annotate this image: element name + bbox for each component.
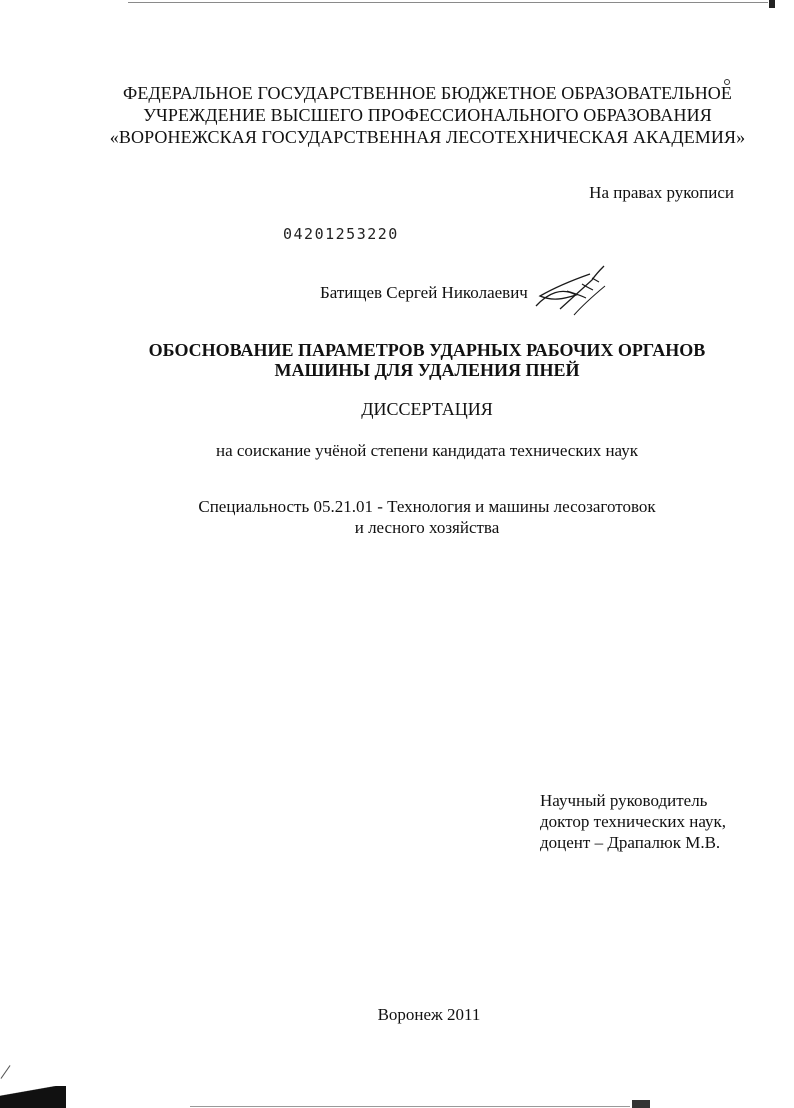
scan-corner-mark xyxy=(769,0,775,8)
scan-bottom-border xyxy=(190,1106,630,1107)
scan-bottom-mark xyxy=(632,1100,650,1108)
specialty-line-2: и лесного хозяйства xyxy=(354,518,500,537)
institution-header-line-1: ФЕДЕРАЛЬНОЕ ГОСУДАРСТВЕННОЕ БЮДЖЕТНОЕ ОБРАЗОВАТЕЛЬНОЕ xyxy=(123,83,732,103)
dissertation-title-line-1: ОБОСНОВАНИЕ ПАРАМЕТРОВ УДАРНЫХ РАБОЧИХ ОРГАНОВ xyxy=(148,340,706,360)
specialty-line-1: Специальность 05.21.01 - Технология и машины лесозаготовок xyxy=(198,497,656,516)
supervisor-line-3: доцент – Драпалюк М.В. xyxy=(540,833,721,852)
dissertation-title-line-2: МАШИНЫ ДЛЯ УДАЛЕНИЯ ПНЕЙ xyxy=(274,360,580,380)
supervisor-block xyxy=(540,790,726,853)
institution-header-line-3: «ВОРОНЕЖСКАЯ ГОСУДАРСТВЕННАЯ ЛЕСОТЕХНИЧЕСКАЯ АКАДЕМИЯ» xyxy=(109,127,746,147)
scan-top-border xyxy=(128,2,768,3)
document-type: ДИССЕРТАЦИЯ xyxy=(361,399,493,419)
scan-bottom-corner-artifact xyxy=(0,1086,66,1108)
rights-note: На правах рукописи xyxy=(589,183,734,202)
specialty-block xyxy=(0,496,794,538)
signature-icon xyxy=(532,262,612,322)
scan-stroke-artifact xyxy=(1,1065,11,1079)
city-year: Воронеж 2011 xyxy=(377,1005,481,1024)
institution-header-line-2: УЧРЕЖДЕНИЕ ВЫСШЕГО ПРОФЕССИОНАЛЬНОГО ОБРАЗОВАНИЯ xyxy=(143,105,712,125)
registration-code: 04201253220 xyxy=(283,225,399,243)
dissertation-title xyxy=(80,340,774,380)
author-name: Батищев Сергей Николаевич xyxy=(320,283,528,302)
supervisor-line-1: Научный руководитель xyxy=(540,791,708,810)
institution-header xyxy=(100,82,755,148)
degree-line: на соискание учёной степени кандидата технических наук xyxy=(215,441,638,460)
supervisor-line-2: доктор технических наук, xyxy=(540,812,727,831)
